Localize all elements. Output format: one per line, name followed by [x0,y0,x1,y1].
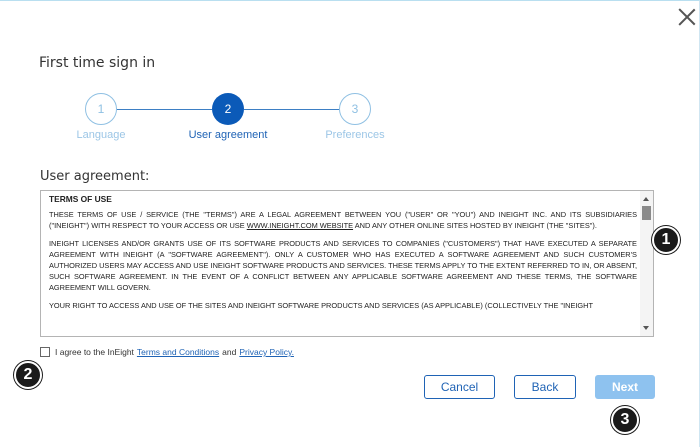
terms-and-conditions-link[interactable]: Terms and Conditions [136,347,220,357]
terms-content [49,194,637,318]
close-icon[interactable] [677,7,697,27]
scroll-down-icon[interactable] [643,326,649,330]
cancel-button[interactable]: Cancel [424,375,495,399]
dialog-title: First time sign in [39,55,156,71]
terms-paragraph [49,209,637,231]
annotation-badge-1: 1 [652,226,680,254]
agree-checkbox[interactable] [40,347,50,357]
privacy-policy-link[interactable]: Privacy Policy. [239,347,294,357]
step-connector [244,109,339,110]
scroll-up-icon[interactable] [643,197,649,201]
step-3-label: Preferences [325,129,385,141]
terms-scroll-area[interactable] [40,190,654,337]
back-button[interactable]: Back [514,375,576,399]
step-1-label: Language [76,129,126,141]
agreement-section-label: User agreement: [40,169,150,184]
annotation-badge-3: 3 [611,406,639,434]
step-2-circle[interactable]: 2 [212,93,244,125]
next-button[interactable]: Next [595,375,655,399]
scroll-thumb[interactable] [642,206,651,220]
step-connector [117,109,212,110]
consent-row [40,347,294,357]
ineight-website-link[interactable]: WWW.INEIGHT.COM WEBSITE [246,221,354,230]
terms-text: AND ANY OTHER ONLINE SITES HOSTED BY INEIGHT (THE "SITES"). [353,221,597,230]
step-2-label: User agreement [188,129,268,141]
annotation-badge-2: 2 [14,361,42,389]
terms-heading: TERMS OF USE [49,194,112,204]
terms-paragraph: INEIGHT LICENSES AND/OR GRANTS USE OF ITS SOFTWARE PRODUCTS AND SERVICES TO COMPANIES ("CUSTOMERS") THAT HAVE EXECUTED A SEPARATE AGREEMENT WITH INEIGHT (A "SOFTWARE AGREEMENT"). ONLY A CUSTOMER WHO HAS EXECUTED A SOFTWARE AGREEMENT AND SUCH CUSTOMER'S AUTHORIZED USERS MAY ACCESS AND USE INEIGHT SOFTWARE PRODUCTS AND SERVICES. THESE TERMS APPLY TO THE EXTENT REFERRED TO IN, OR ABSENT, SUCH SOFTWARE AGREEMENT. IN THE EVENT OF A CONFLICT BETWEEN ANY APPLICABLE SOFTWARE AGREEMENT AND THESE TERMS, THE SOFTWARE AGREEMENT WILL GOVERN. [49,239,637,292]
step-3-circle[interactable]: 3 [339,93,371,125]
terms-paragraph: YOUR RIGHT TO ACCESS AND USE OF THE SITES AND INEIGHT SOFTWARE PRODUCTS AND SERVICES (AS APPLICABLE) (COLLECTIVELY THE "INEIGHT [49,301,594,310]
step-1-circle[interactable]: 1 [85,93,117,125]
terms-scrollbar[interactable] [640,191,653,336]
consent-and: and [222,347,237,357]
consent-prefix: I agree to the InEight [55,347,134,357]
terms-text: THESE TERMS OF USE / SERVICE (THE "TERMS") ARE A LEGAL AGREEMENT BETWEEN YOU ("USER" OR "YOU") AND INEIGHT INC. AND ITS SUBSIDIARIES ("INEIGHT") WITH RESPECT TO YOUR ACCESS OR USE [49,210,637,230]
